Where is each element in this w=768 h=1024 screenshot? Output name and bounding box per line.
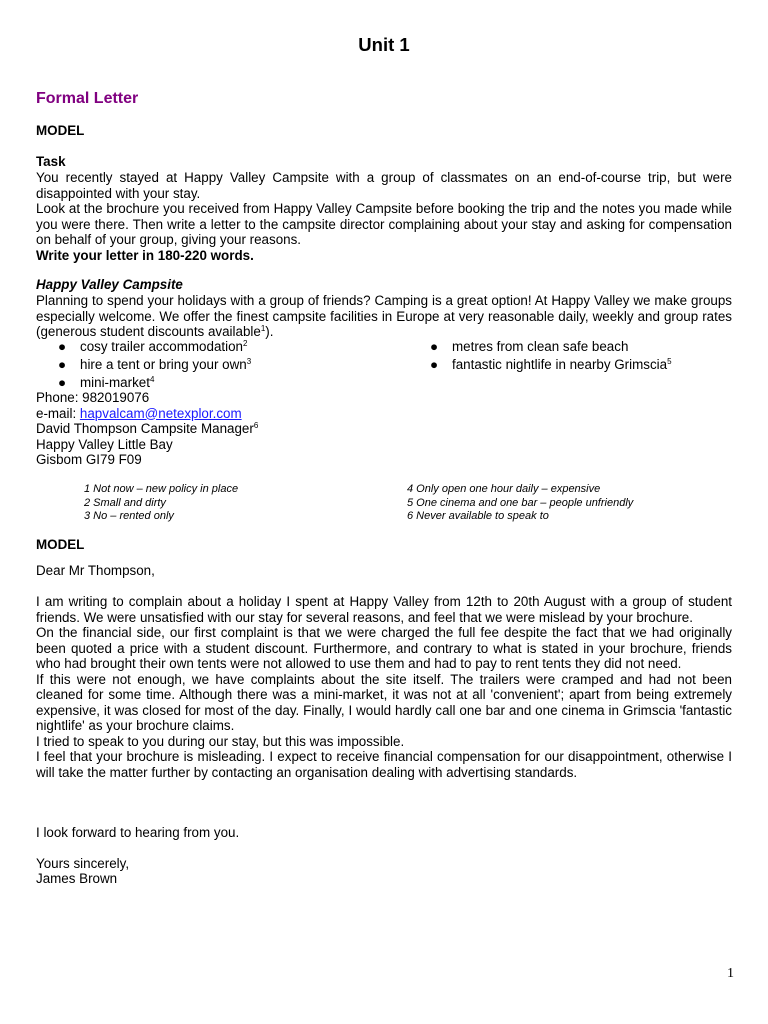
note-item: 6 Never available to speak to	[407, 510, 549, 523]
address-line-1: Happy Valley Little Bay	[36, 436, 173, 452]
brochure-heading: Happy Valley Campsite	[36, 277, 183, 292]
note-item: 3 No – rented only	[84, 510, 174, 523]
task-heading: Task	[36, 154, 66, 169]
feature-sup: 5	[667, 357, 672, 366]
phone: Phone: 982019076	[36, 390, 150, 405]
bullet-icon: ●	[58, 339, 67, 354]
letter-sign-off: Yours sincerely,	[36, 856, 130, 871]
brochure-intro-text: Planning to spend your holidays with a group of friends? Camping is a great option! At Happy Valley we make groups especially welcome. We offer the finest campsite facilities in Europe at very reasonable daily, weekly and group rates (generous student discounts available	[36, 293, 732, 339]
notes-left	[84, 483, 238, 524]
manager: David Thompson Campsite Manager	[36, 421, 254, 436]
manager-line	[36, 421, 732, 437]
letter-body	[36, 594, 732, 780]
letter-greeting: Dear Mr Thompson,	[36, 563, 155, 578]
note-item: 1 Not now – new policy in place	[84, 483, 239, 495]
email-line	[36, 406, 732, 422]
feature-sup: 4	[149, 375, 155, 384]
brochure-contact	[36, 390, 732, 468]
letter-signature: James Brown	[36, 871, 118, 886]
bullet-icon: ●	[430, 339, 439, 354]
email-label: e-mail:	[36, 405, 80, 421]
address-line-2: Gisbom GI79 F09	[36, 452, 142, 467]
feature-text: cosy trailer accommodation	[80, 339, 243, 354]
feature-text: hire a tent or bring your own	[80, 357, 247, 372]
feature-sup: 2	[242, 339, 248, 348]
feature-text: mini-market	[80, 375, 150, 390]
task-paragraph-1: You recently stayed at Happy Valley Campsite with a group of classmates on an end-of-course trip, but were disappointed with your stay.	[36, 170, 732, 201]
bullet-icon: ●	[58, 375, 67, 390]
letter-paragraph: I am writing to complain about a holiday I spent at Happy Valley from 12th to 20th August with a group of student friends. We were unsatisfied with our stay for several reasons, and feel that we were mislead by your brochure.	[36, 594, 732, 625]
manager-sup: 6	[253, 421, 259, 430]
unit-title: Unit 1	[358, 34, 410, 55]
bullet-icon: ●	[430, 357, 439, 372]
brochure-intro	[36, 293, 732, 340]
letter-paragraph: On the financial side, our first complaint is that we were charged the full fee despite the fact that we had originally been quoted a price with a student discount. Furthermore, and contrary to what is stated in your brochure, friends who had brought their own tents were not allowed to use them and had to pay to rent tents they did not need.	[36, 625, 732, 671]
letter-paragraph: I tried to speak to you during our stay, but this was impossible.	[36, 733, 405, 749]
letter-paragraph: If this were not enough, we have complaints about the site itself. The trailers were cramped and had not been cleaned for some time. Although there was a mini-market, it was not at all 'convenient'; apart from being extremely expensive, it was closed for most of the day. Finally, I would hardly call one bar and one cinema in Grimscia 'fantastic nightlife' as your brochure claims.	[36, 671, 732, 733]
section-title: Formal Letter	[36, 90, 139, 107]
bullet-icon: ●	[58, 357, 67, 372]
task-paragraph-2: Look at the brochure you received from Happy Valley Campsite before booking the trip and the notes you made while you were there. Then write a letter to the campsite director complaining about your stay and asking for compensation on behalf of your group, giving your reasons.	[36, 201, 732, 247]
task-text	[36, 170, 732, 263]
letter-closing-line: I look forward to hearing from you.	[36, 825, 240, 840]
note-item: 2 Small and dirty	[84, 496, 166, 509]
brochure-intro-end: ).	[265, 324, 274, 339]
note-item: 5 One cinema and one bar – people unfriendly	[407, 496, 634, 509]
note-item: 4 Only open one hour daily – expensive	[407, 483, 601, 495]
notes-right	[407, 483, 633, 524]
feature-sup: 3	[246, 357, 252, 366]
model-label: MODEL	[36, 123, 85, 138]
brochure-intro-sup: 1	[260, 324, 266, 333]
feature-text: fantastic nightlife in nearby Grimscia	[452, 357, 668, 372]
email-link[interactable]: hapvalcam@netexplor.com	[79, 405, 242, 421]
model-label: MODEL	[36, 537, 85, 552]
feature-text: metres from clean safe beach	[452, 339, 629, 354]
page-number: 1	[727, 966, 734, 981]
letter-paragraph: I feel that your brochure is misleading. I expect to receive financial compensation for our disappointment, otherwise I will take the matter further by contacting an organisation dealing with advertising standards.	[36, 749, 732, 780]
task-instruction: Write your letter in 180-220 words.	[36, 247, 254, 263]
